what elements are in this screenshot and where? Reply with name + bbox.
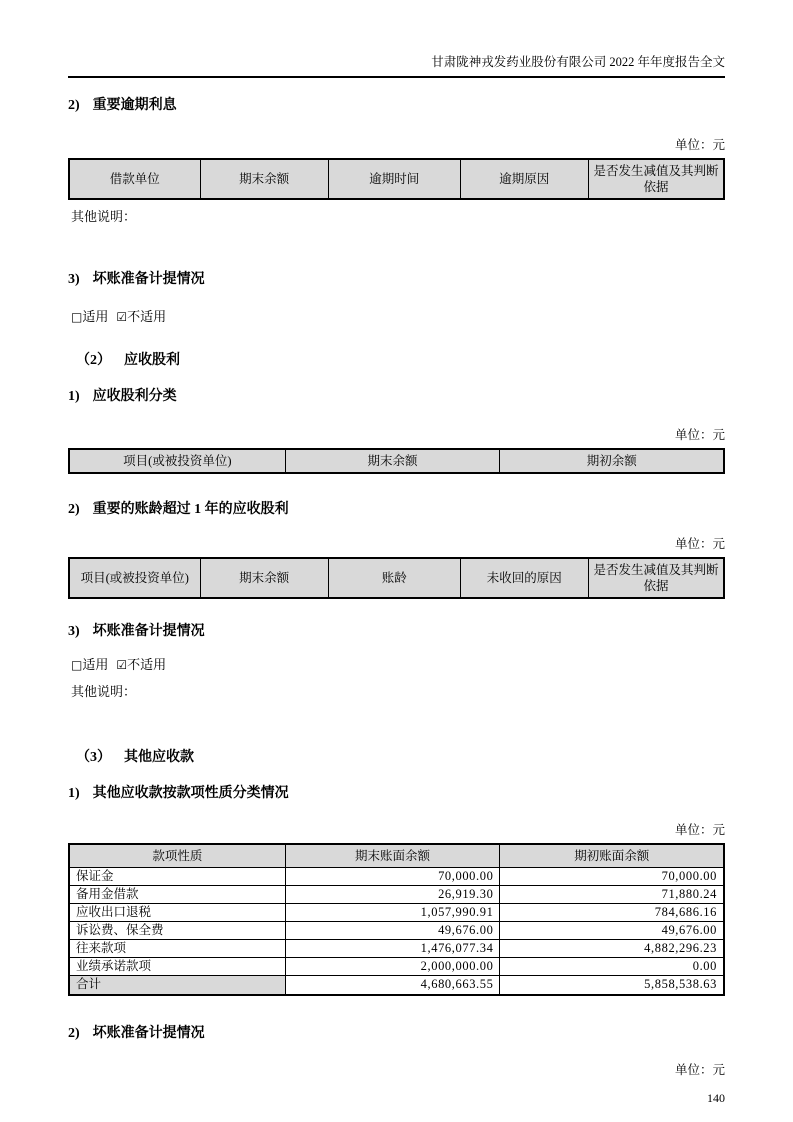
total-beginning-balance-cell: 5,858,538.63 [500,976,724,995]
dividends-over-one-year-table [68,557,725,599]
section-title: 坏账准备计提情况 [92,272,205,287]
total-label-cell: 合计 [69,976,285,995]
checkbox-unchecked-icon: □ [71,310,83,324]
unit-label: 单位：元 [674,428,725,442]
ending-balance-cell: 70,000.00 [285,868,500,886]
section-title: 应收股利 [124,353,180,368]
section-heading-bad-debt-2 [68,623,725,640]
table-row [69,958,724,976]
not-applicable-label: 不适用 [127,657,167,672]
table-row [69,922,724,940]
section-title: 应收股利分类 [92,389,177,404]
page-header [68,55,725,78]
section-title: 坏账准备计提情况 [92,624,205,639]
section-number: （2） [76,353,111,368]
section-number: （3） [76,750,111,765]
column-header: 期初余额 [500,449,724,473]
nature-cell: 往来款项 [69,940,285,958]
table-header-row [69,844,724,868]
section-heading-other-receivables [68,749,725,766]
applicable-option [71,657,108,672]
column-header: 期末余额 [200,558,328,598]
section-heading-dividends-classification [68,388,725,405]
applicable-label: 适用 [82,657,109,672]
column-header: 款项性质 [69,844,285,868]
report-title: 甘肃陇神戎发药业股份有限公司 2022 年年度报告全文 [431,55,725,69]
other-notes-label: 其他说明： [71,209,137,224]
applicability-checkboxes [68,309,725,325]
column-header: 逾期原因 [460,159,588,199]
column-header: 期末余额 [285,449,500,473]
unit-label: 单位：元 [674,537,725,551]
overdue-interest-table [68,158,725,200]
table-row [69,886,724,904]
column-header: 期末账面余额 [285,844,500,868]
section-heading-other-receivables-by-nature [68,785,725,802]
applicable-option [71,309,108,324]
checkbox-unchecked-icon: □ [71,658,83,672]
page-number: 140 [707,1090,725,1105]
section-number: 3) [68,624,80,639]
section-title: 重要逾期利息 [92,98,177,113]
table-header-row [69,159,724,199]
section-number: 1) [68,786,80,801]
nature-cell: 业绩承诺款项 [69,958,285,976]
nature-cell: 诉讼费、保全费 [69,922,285,940]
section-title: 坏账准备计提情况 [92,1025,205,1041]
section-number: 1) [68,389,80,404]
section-heading-bad-debt-1 [68,271,725,288]
checkbox-checked-icon: ☑ [116,658,128,672]
beginning-balance-cell: 0.00 [500,958,724,976]
beginning-balance-cell: 70,000.00 [500,868,724,886]
column-header: 是否发生减值及其判断依据 [588,159,724,199]
section-number: 2) [68,502,80,517]
column-header: 未收回的原因 [460,558,588,598]
section-title: 其他应收款按款项性质分类情况 [92,786,289,801]
section-number: 2) [68,98,80,113]
column-header: 账龄 [328,558,460,598]
beginning-balance-cell: 4,882,296.23 [500,940,724,958]
nature-cell: 备用金借款 [69,886,285,904]
ending-balance-cell: 49,676.00 [285,922,500,940]
column-header: 项目(或被投资单位) [69,558,200,598]
ending-balance-cell: 2,000,000.00 [285,958,500,976]
other-receivables-by-nature-table [68,843,725,996]
beginning-balance-cell: 71,880.24 [500,886,724,904]
section-heading-overdue-interest [68,97,725,114]
other-notes-label: 其他说明： [71,684,137,699]
section-number: 3) [68,272,80,287]
total-ending-balance-cell: 4,680,663.55 [285,976,500,995]
column-header: 期初账面余额 [500,844,724,868]
column-header: 项目(或被投资单位) [69,449,285,473]
unit-label: 单位：元 [674,1062,725,1077]
beginning-balance-cell: 49,676.00 [500,922,724,940]
column-header: 是否发生减值及其判断依据 [588,558,724,598]
table-header-row [69,449,724,473]
table-row [69,940,724,958]
nature-cell: 保证金 [69,868,285,886]
applicable-label: 适用 [82,309,109,324]
column-header: 借款单位 [69,159,200,199]
applicability-checkboxes [68,657,725,673]
unit-label: 单位：元 [674,823,725,837]
table-row [69,868,724,886]
not-applicable-label: 不适用 [127,309,167,324]
column-header: 期末余额 [200,159,328,199]
dividends-classification-table [68,448,725,474]
section-number: 2) [68,1025,80,1041]
not-applicable-option [116,309,166,324]
ending-balance-cell: 1,057,990.91 [285,904,500,922]
section-title: 重要的账龄超过 1 年的应收股利 [92,502,289,517]
table-row [69,904,724,922]
nature-cell: 应收出口退税 [69,904,285,922]
table-total-row [69,976,724,995]
ending-balance-cell: 26,919.30 [285,886,500,904]
not-applicable-option [116,657,166,672]
beginning-balance-cell: 784,686.16 [500,904,724,922]
section-heading-dividends-over-one-year [68,501,725,518]
ending-balance-cell: 1,476,077.34 [285,940,500,958]
section-heading-bad-debt-3 [68,1025,725,1042]
section-title: 其他应收款 [124,750,194,765]
section-heading-dividends [68,352,725,369]
checkbox-checked-icon: ☑ [116,310,128,324]
table-header-row [69,558,724,598]
column-header: 逾期时间 [328,159,460,199]
unit-label: 单位：元 [674,138,725,152]
